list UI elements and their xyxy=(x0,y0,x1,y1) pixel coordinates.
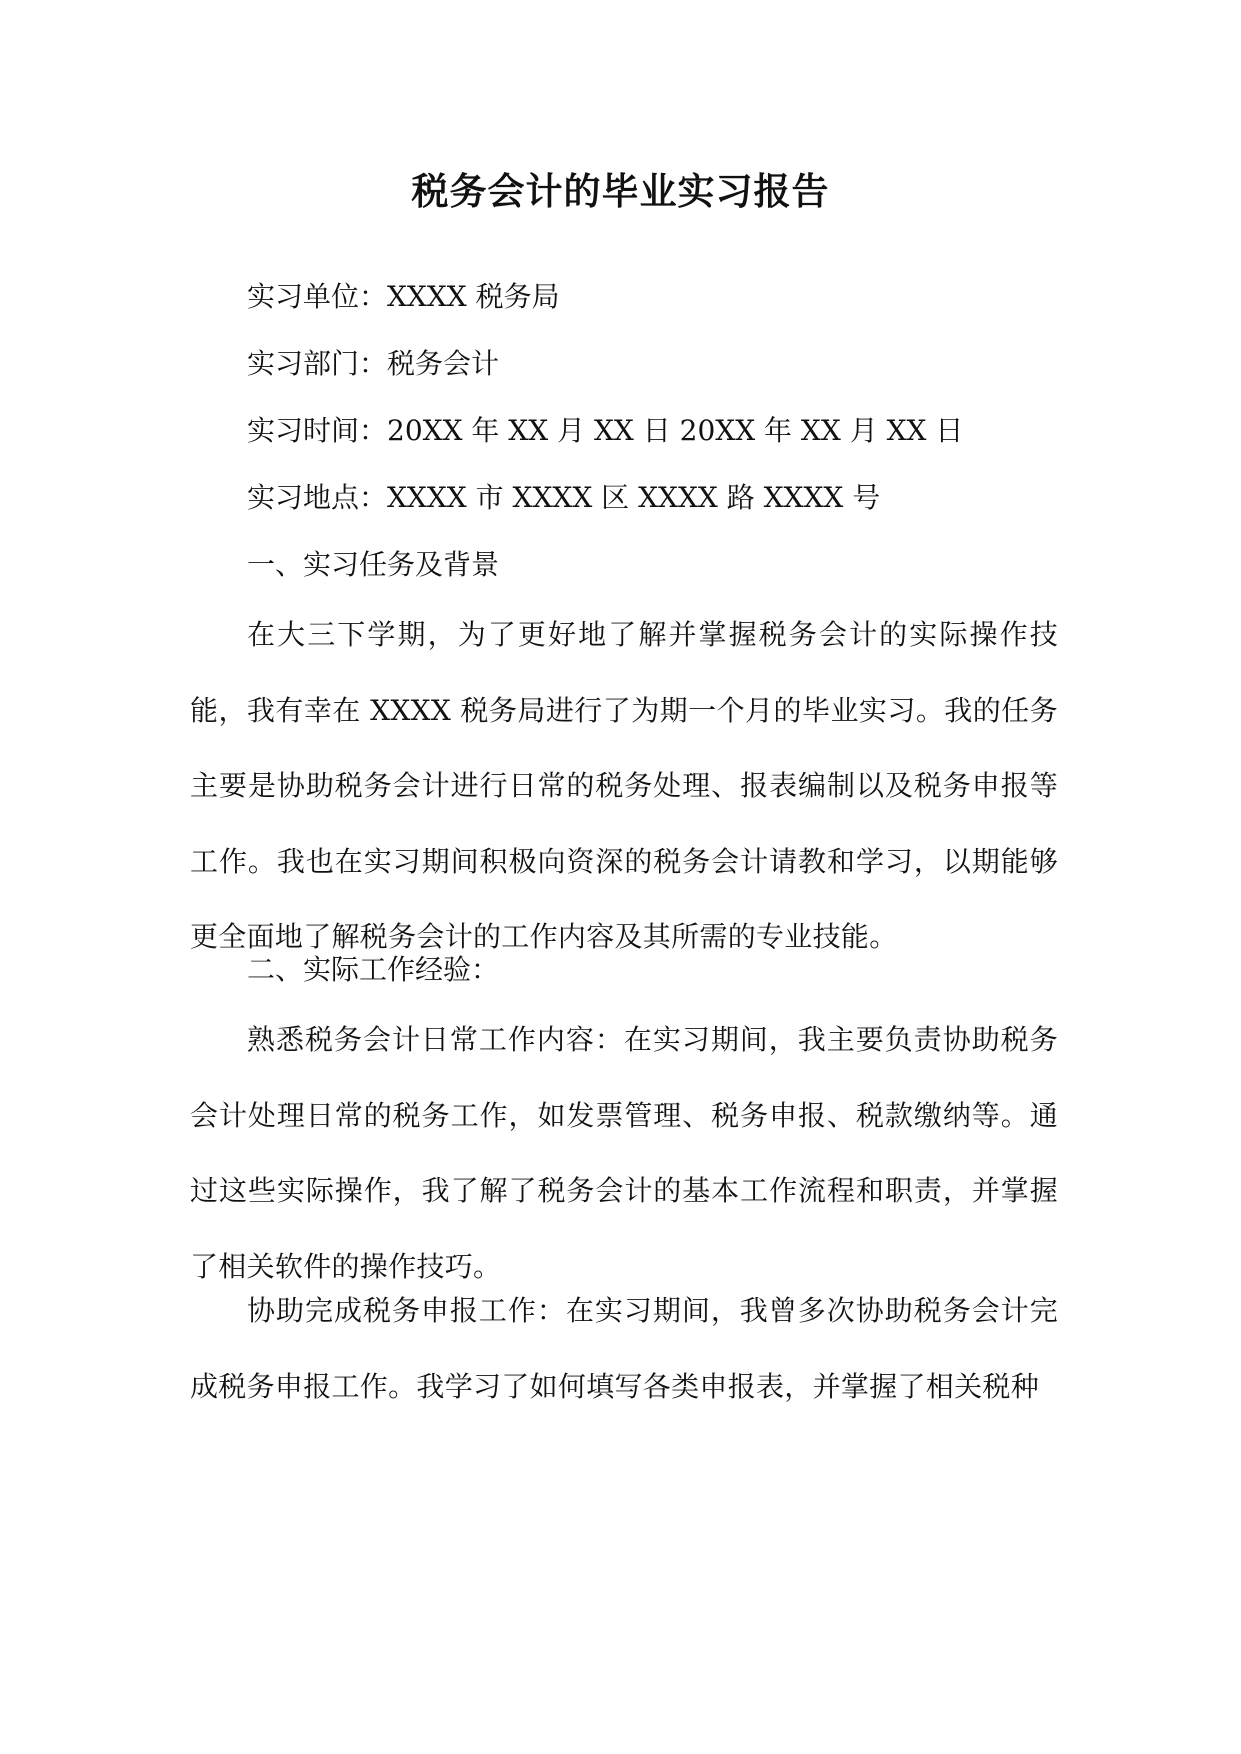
meta-internship-time: 实习时间：20XX 年 XX 月 XX 日 20XX 年 XX 月 XX 日 xyxy=(247,414,964,447)
paragraph-tax-declaration: 协助完成税务申报工作：在实习期间，我曾多次协助税务会计完成税务申报工作。我学习了如何填写各类申报表，并掌握了相关税种 xyxy=(190,1294,1058,1403)
document-title: 税务会计的毕业实习报告 xyxy=(411,169,830,213)
meta-internship-location: 实习地点：XXXX 市 XXXX 区 XXXX 路 XXXX 号 xyxy=(247,481,881,514)
meta-internship-department: 实习部门：税务会计 xyxy=(247,347,500,380)
section-heading-work-experience: 二、实际工作经验： xyxy=(247,953,500,986)
paragraph-daily-work: 熟悉税务会计日常工作内容：在实习期间，我主要负责协助税务会计处理日常的税务工作，如发票管理、税务申报、税款缴纳等。通过这些实际操作，我了解了税务会计的基本工作流程和职责，并掌握了相关软件的操作技巧。 xyxy=(190,1023,1058,1283)
paragraph-tasks-background: 在大三下学期，为了更好地了解并掌握税务会计的实际操作技能，我有幸在 XXXX 税务局进行了为期一个月的毕业实习。我的任务主要是协助税务会计进行日常的税务处理、报表编制以及税务申报等工作。我也在实习期间积极向资深的税务会计请教和学习，以期能够更全面地了解税务会计的工作内容及其所需的专业技能。 xyxy=(190,618,1058,953)
meta-internship-unit: 实习单位：XXXX 税务局 xyxy=(247,280,560,313)
section-heading-tasks-background: 一、实习任务及背景 xyxy=(247,548,500,581)
